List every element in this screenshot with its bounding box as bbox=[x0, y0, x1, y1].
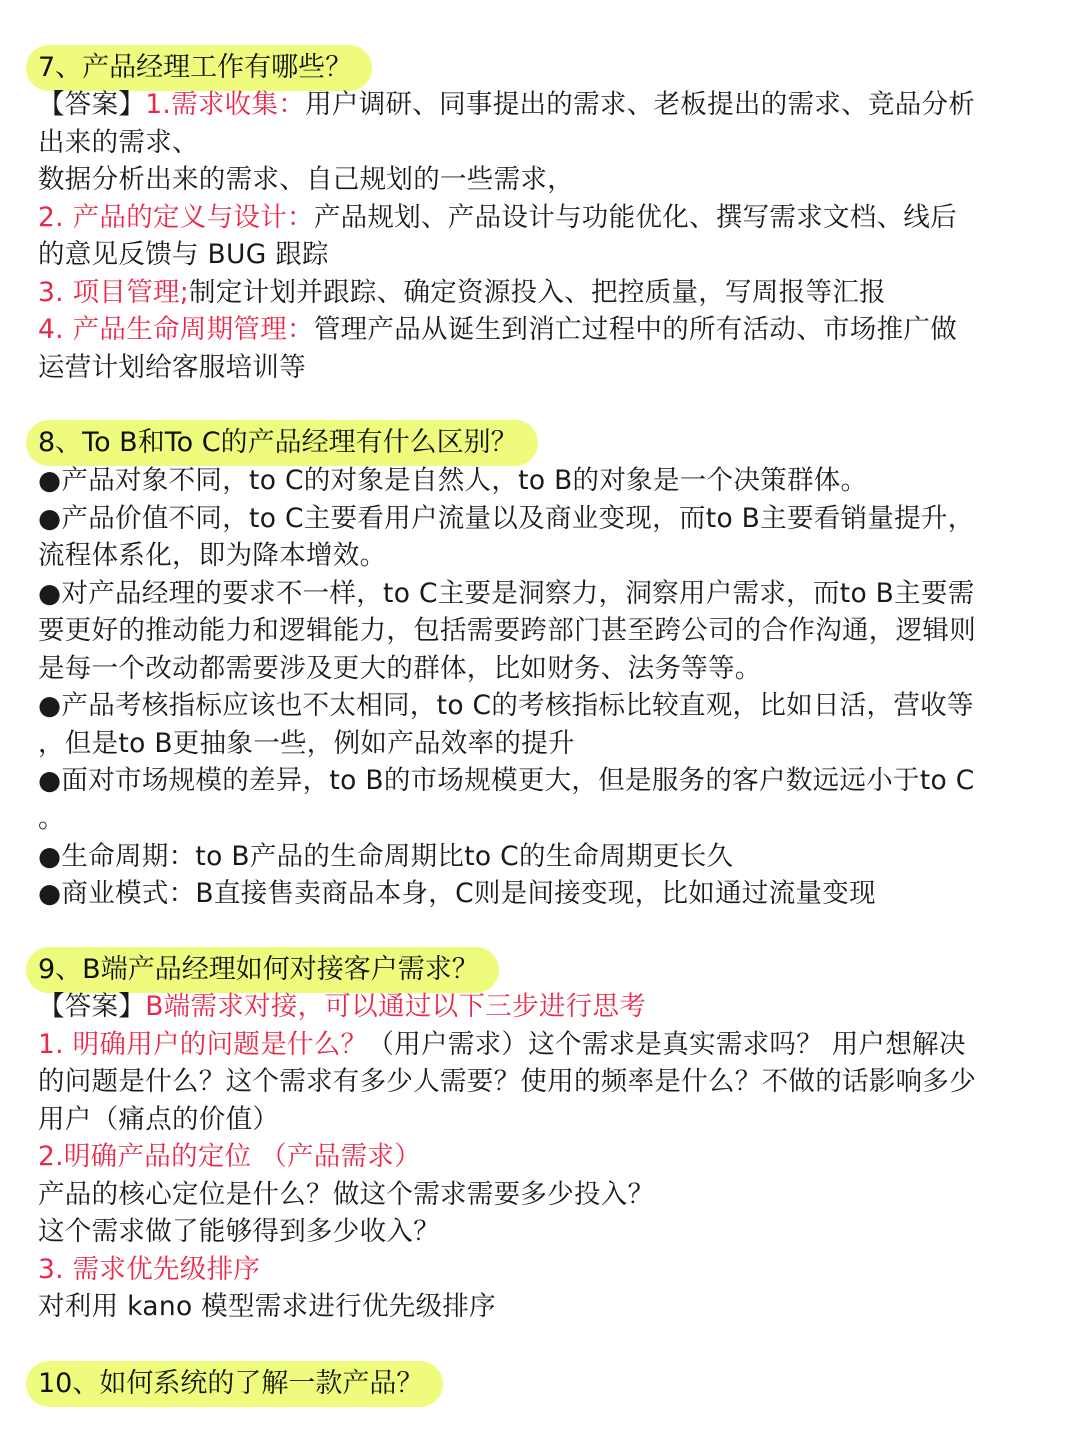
q7-line-1 bbox=[38, 86, 1040, 124]
q7-item3-label: 3. 项目管理; bbox=[38, 277, 190, 308]
q7-line-3: 数据分析出来的需求、自己规划的一些需求， bbox=[38, 164, 574, 195]
q8-line-2: ●产品价值不同，to C主要看用户流量以及商业变现，而to B主要看销量提升， bbox=[38, 503, 975, 534]
q7-item3-text: 制定计划并跟踪、确定资源投入、把控质量，写周报等汇报 bbox=[189, 277, 886, 308]
q8-line-3: 流程体系化，即为降本增效。 bbox=[38, 540, 387, 571]
q9-line-3: 的问题是什么？这个需求有多少人需要？使用的频率是什么？不做的话影响多少 bbox=[38, 1066, 976, 1097]
answer-tag: 【答案】 bbox=[38, 89, 146, 120]
q9-item2-label: 2.明确产品的定位 （产品需求） bbox=[38, 1141, 422, 1172]
q7-line-2: 出来的需求、 bbox=[38, 127, 199, 158]
q9-line-6: 产品的核心定位是什么？做这个需求需要多少投入？ bbox=[38, 1179, 655, 1210]
question-9-title: 9、B端产品经理如何对接客户需求？ bbox=[26, 947, 499, 993]
q8-line-10: 。 bbox=[38, 803, 65, 834]
q8-line-8: ，但是to B更抽象一些，例如产品效率的提升 bbox=[38, 728, 575, 759]
q9-line-2 bbox=[38, 1026, 1040, 1064]
q9-item1-label: 1. 明确用户的问题是什么？ bbox=[38, 1029, 368, 1060]
q7-line-8: 运营计划给客服培训等 bbox=[38, 352, 306, 383]
question-10-title: 10、如何系统的了解一款产品？ bbox=[26, 1361, 443, 1407]
q7-item2-label: 2. 产品的定义与设计： bbox=[38, 202, 314, 233]
q9-item3-label: 3. 需求优先级排序 bbox=[38, 1254, 261, 1285]
question-7-title: 7、产品经理工作有哪些？ bbox=[26, 45, 372, 91]
q7-item1-text: 用户调研、同事提出的需求、老板提出的需求、竞品分析 bbox=[305, 89, 976, 120]
q8-line-4: ●对产品经理的要求不一样，to C主要是洞察力，洞察用户需求，而to B主要需 bbox=[38, 578, 975, 609]
q8-line-12: ●商业模式：B直接售卖商品本身，C则是间接变现，比如通过流量变现 bbox=[38, 878, 876, 909]
q7-line-4 bbox=[38, 199, 1040, 237]
q9-line-9: 对利用 kano 模型需求进行优先级排序 bbox=[38, 1291, 496, 1322]
q7-line-6 bbox=[38, 274, 1040, 312]
q8-line-6: 是每一个改动都需要涉及更大的群体，比如财务、法务等等。 bbox=[38, 653, 762, 684]
q9-line-7: 这个需求做了能够得到多少收入？ bbox=[38, 1216, 440, 1247]
q7-line-5: 的意见反馈与 BUG 跟踪 bbox=[38, 239, 329, 270]
q8-line-9: ●面对市场规模的差异，to B的市场规模更大，但是服务的客户数远远小于to C bbox=[38, 765, 975, 796]
q9-item1-text: （用户需求）这个需求是真实需求吗？ 用户想解决 bbox=[367, 1029, 966, 1060]
q7-item4-label: 4. 产品生命周期管理： bbox=[38, 314, 314, 345]
q7-item4-text: 管理产品从诞生到消亡过程中的所有活动、市场推广做 bbox=[313, 314, 958, 345]
q7-item1-label: 1.需求收集： bbox=[145, 89, 306, 120]
question-8-title: 8、To B和To C的产品经理有什么区别？ bbox=[26, 420, 538, 466]
q7-item2-text: 产品规划、产品设计与功能优化、撰写需求文档、线后 bbox=[313, 202, 958, 233]
answer-tag: 【答案】 bbox=[38, 991, 146, 1022]
q8-line-5: 要更好的推动能力和逻辑能力，包括需要跨部门甚至跨公司的合作沟通，逻辑则 bbox=[38, 615, 976, 646]
q9-line-1 bbox=[38, 988, 1040, 1026]
q8-line-11: ●生命周期：to B产品的生命周期比to C的生命周期更长久 bbox=[38, 841, 734, 872]
q9-line-4: 用户（痛点的价值） bbox=[38, 1104, 280, 1135]
q7-line-7 bbox=[38, 311, 1040, 349]
q8-line-1: ●产品对象不同，to C的对象是自然人，to B的对象是一个决策群体。 bbox=[38, 465, 868, 496]
q9-answer-intro: B端需求对接，可以通过以下三步进行思考 bbox=[145, 991, 647, 1022]
q8-line-7: ●产品考核指标应该也不太相同，to C的考核指标比较直观，比如日活，营收等 bbox=[38, 690, 974, 721]
